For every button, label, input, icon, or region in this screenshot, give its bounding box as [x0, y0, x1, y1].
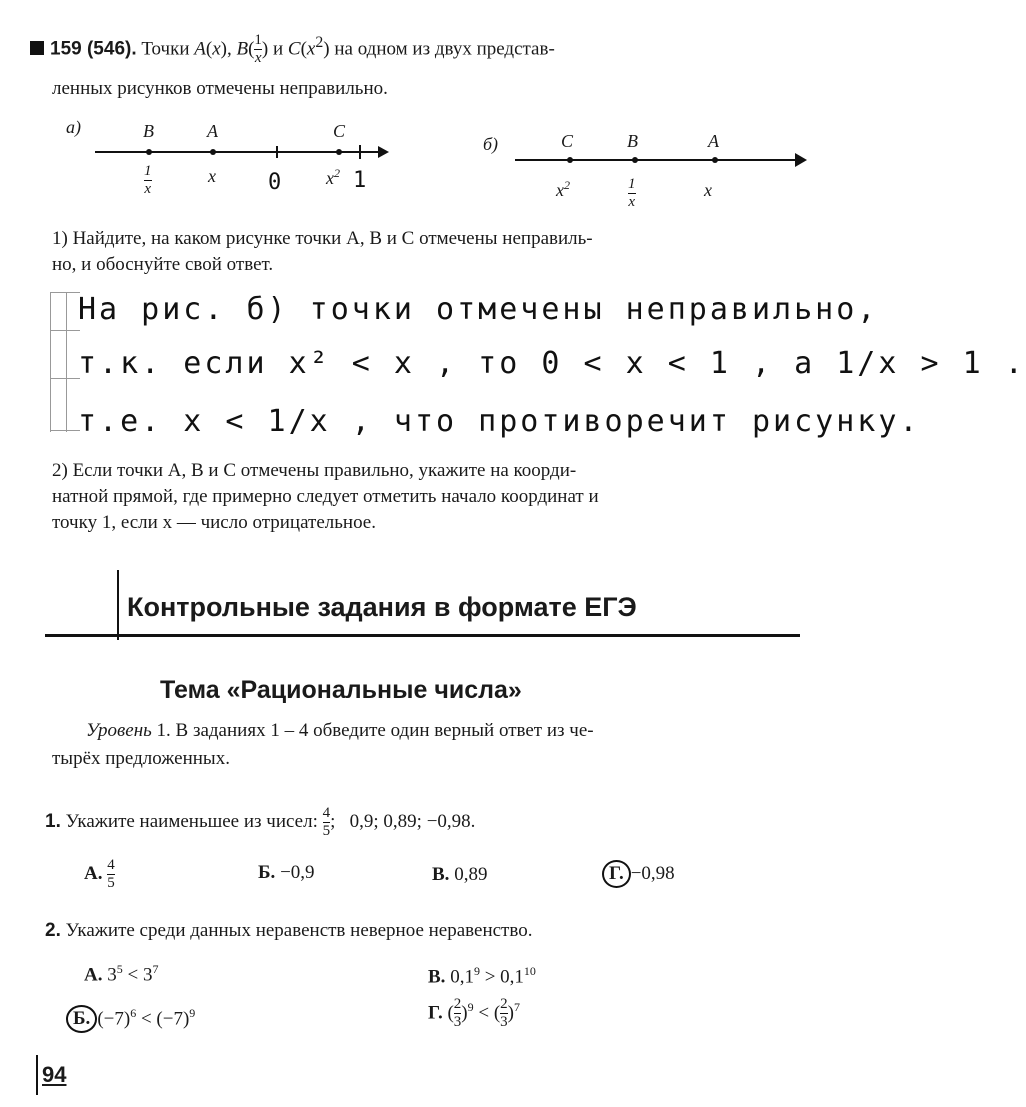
problem-159-line1: 159 (546). Точки A(x), B( $\frac{1}{x}$ ) и $C(x^2)$ на одном из двух представ- [30, 30, 555, 66]
question-2-line1: 2) Если точки A, B и C отмечены правильно, укажите на коорди- [52, 460, 577, 481]
point-b-label-b: B [627, 131, 638, 151]
task-1-text: 1. Укажите наименьшее из чисел: $\frac{4}{5}$ ; 0,9; 0,89; −0,98. [45, 805, 476, 839]
handwritten-answer-line1: На рис. б) точки отмечены неправильно, [78, 292, 879, 327]
handwritten-zero: 0 [268, 170, 285, 195]
section-title: Контрольные задания в формате ЕГЭ [127, 592, 637, 622]
value-1-over-x-a: 1 x [144, 163, 152, 197]
figure-b-label: б) [483, 134, 499, 154]
question-2-line2: натной прямой, где примерно следует отметить начало координат и [52, 486, 599, 507]
grid-margin-line [50, 378, 80, 379]
question-2-line3: точку 1, если x — число отрицательное. [52, 512, 376, 533]
bullet-square-icon [30, 41, 44, 55]
task-1-option-b[interactable]: Б. −0,9 [258, 862, 315, 883]
section-underline [45, 634, 800, 637]
task-1-option-c[interactable]: В. 0,89 [432, 864, 488, 885]
grid-margin-line [66, 292, 67, 432]
question-1-line2: но, и обоснуйте свой ответ. [52, 254, 274, 275]
task-2-option-d[interactable]: Г. ( $\frac{2}{3}$ )$^9$ < ( $\frac{2}{3}$ )$^7$ [428, 996, 520, 1031]
level-line2: тырёх предложенных. [52, 748, 230, 769]
task-2-option-c[interactable]: В. $0,1^9 > 0,1^{10}$ [428, 964, 536, 988]
point-a-label-a: A [207, 121, 218, 141]
topic-title: Тема «Рациональные числа» [160, 676, 522, 704]
task-1-option-d-selected[interactable]: Г. −0,98 [602, 860, 675, 888]
grid-margin-line [50, 330, 80, 331]
level-line1: Уровень 1. В заданиях 1 – 4 обведите один верный ответ из че- [86, 720, 594, 741]
task-2-option-b-selected[interactable]: Б. $(-7)^6 < (-7)^9$ [66, 1000, 195, 1033]
question-1-line1: 1) Найдите, на каком рисунке точки A, B и C отмечены неправиль- [52, 228, 593, 249]
grid-margin-line [50, 292, 51, 432]
value-x-a: x [208, 166, 216, 186]
task-2-text: 2. Укажите среди данных неравенств неверное неравенство. [45, 920, 533, 941]
problem-159-line2: ленных рисунков отмечены неправильно. [52, 78, 388, 99]
problem-number: 159 (546). [50, 38, 137, 60]
point-c-label-b: C [561, 131, 574, 151]
number-line-a [95, 140, 395, 164]
point-a-label-b: A [708, 131, 719, 151]
number-line-b [515, 148, 815, 172]
selected-circle: Г. [602, 860, 631, 888]
handwritten-one: 1 [353, 168, 370, 193]
value-x2-b: $x^2$ [556, 178, 570, 200]
section-vertical-rule [117, 570, 119, 640]
task-1-option-a[interactable]: А. $\frac{4}{5}$ [84, 857, 115, 891]
handwritten-answer-line3: т.е. x < 1/x , что противоречит рисунку. [78, 404, 921, 439]
page-number: 94 [42, 1062, 67, 1087]
grid-margin-line [50, 292, 80, 293]
value-x2-a: $x^2$ [326, 166, 340, 188]
grid-margin-line [50, 430, 80, 431]
figure-a-label: а) [66, 117, 81, 137]
value-1-over-x-b: 1 x [628, 176, 636, 210]
point-c-label-a: C [333, 121, 346, 141]
point-b-label-a: B [143, 121, 154, 141]
task-2-option-a[interactable]: А. $3^5 < 3^7$ [84, 962, 159, 986]
selected-circle: Б. [66, 1005, 97, 1033]
value-x-b: x [704, 180, 712, 200]
handwritten-answer-line2: т.к. если x² < x , то 0 < x < 1 , а 1/x > 1 . [78, 346, 1026, 381]
page-number-rule [36, 1055, 38, 1095]
